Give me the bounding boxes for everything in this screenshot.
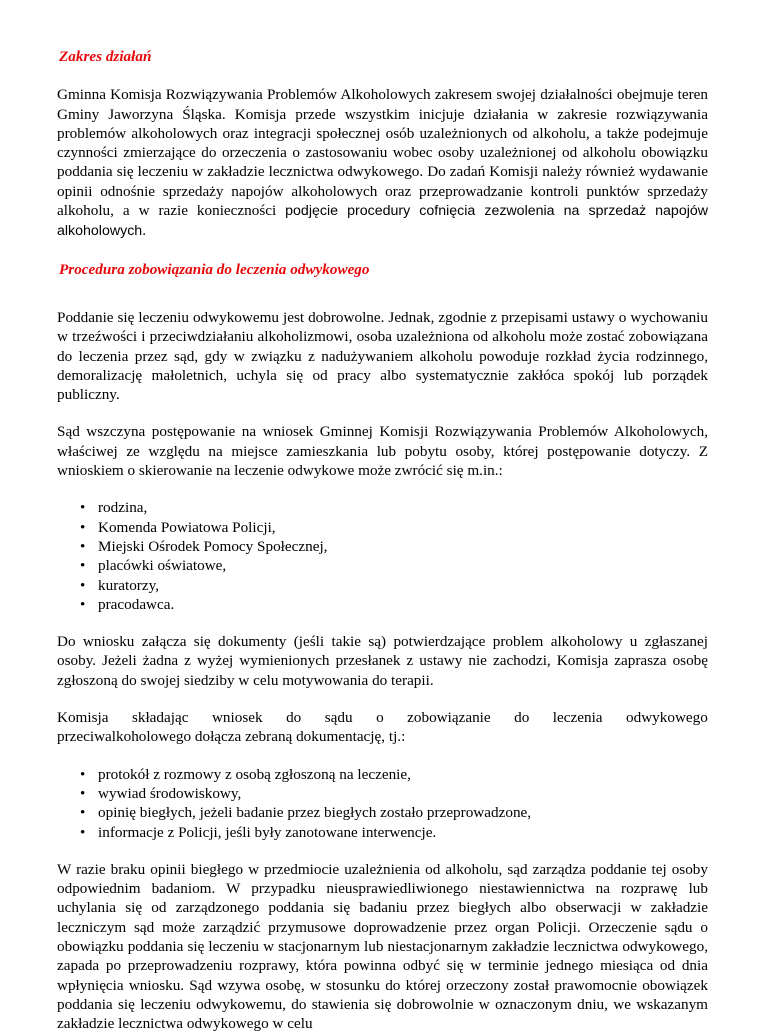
- paragraph-zakres: [57, 85, 708, 241]
- word: leczenia: [552, 709, 603, 727]
- list-item: • Komenda Powiatowa Policji,: [80, 518, 708, 537]
- section-heading-zakres: Zakres działań: [59, 48, 152, 65]
- word: sądu: [324, 709, 353, 727]
- word: zobowiązanie: [407, 709, 491, 727]
- applicants-list: [57, 498, 708, 614]
- paragraph-zakres-end: .: [142, 222, 146, 240]
- paragraph-komisja-line2: przeciwalkoholowego dołącza zebraną dokumentację, tj.:: [57, 728, 406, 746]
- list-item: • placówki oświatowe,: [80, 556, 708, 575]
- list-item: • pracodawca.: [80, 595, 708, 614]
- list-item: • informacje z Policji, jeśli były zanotowane interwencje.: [80, 823, 708, 842]
- list-item: • kuratorzy,: [80, 576, 708, 595]
- word: do: [286, 709, 302, 727]
- word: wniosek: [211, 709, 263, 727]
- paragraph-opinia: W razie braku opinii biegłego w przedmiocie uzależnienia od alkoholu, sąd zarządza poddanie tej osoby odpowiednim badaniom. W przypadku nieusprawiedliwionego niestawiennictwa na rozprawę lub uchylania się od zarządzonego poddania się badaniu przez biegłych albo obserwacji w zakładzie leczniczym sąd może zarządzić przymusowe doprowadzenie przez organ Policji. Orzeczenie sądu o obowiązku poddania się leczeniu w stacjonarnym lub niestacjonarnym zakładzie lecznictwa odwykowego, zapada po przeprowadzeniu rozprawy, która powinna odbyć się w terminie jednego miesiąca od dnia wpłynięcia wniosku. Sąd wzywa osobę, w stosunku do której orzeczony został prawomocnie obowiązek poddania się leczeniu odwykowemu, do stawienia się dobrowolnie w oznaczonym dniu, we wskazanym zakładzie lecznictwa odwykowego w celu: [57, 860, 708, 1033]
- list-item: • rodzina,: [80, 498, 708, 517]
- paragraph-wniosek: Sąd wszczyna postępowanie na wniosek Gminnej Komisji Rozwiązywania Problemów Alkoholowych, właściwej ze względu na miejsce zamieszkania lub pobytu osoby, której postępowanie dotyczy. Z wnioskiem o skierowanie na leczenie odwykowe może zwrócić się m.in.:: [57, 423, 708, 480]
- paragraph-zakres-main: Gminna Komisja Rozwiązywania Problemów Alkoholowych zakresem swojej działalności obejmuje teren Gminy Jaworzyna Śląska. Komisja przede wszystkim inicjuje działania w zakresie rozwiązywania problemów alkoholowych oraz integracji społecznej osób uzależnionych od alkoholu, a także podejmuje czynności zmierzające do orzeczenia o zastosowaniu wobec osoby uzależnionej od alkoholu obowiązku poddania się leczeniu w zakładzie lecznictwa odwykowego. Do zadań Komisji należy również wydawanie opinii odnośnie sprzedaży napojów alkoholowych oraz przeprowadzanie kontroli punktów sprzedaży alkoholu, a w razie konieczności: [57, 86, 708, 220]
- word: do: [514, 709, 530, 727]
- paragraph-dokumenty: Do wniosku załącza się dokumenty (jeśli takie są) potwierdzające problem alkoholowy u zgłaszanej osoby. Jeżeli żadna z wyżej wymienionych przesłanek z ustawy nie zachodzi, Komisja zaprasza osobę zgłoszoną do swojej siedziby w celu motywowania do terapii.: [57, 633, 708, 689]
- word: odwykowego: [626, 709, 708, 727]
- documents-list: [57, 765, 708, 842]
- paragraph-komisja: [57, 708, 708, 747]
- paragraph-dobrowolne: Poddanie się leczeniu odwykowemu jest dobrowolne. Jednak, zgodnie z przepisami ustawy o wychowaniu w trzeźwości i przeciwdziałaniu alkoholizmowi, osoba uzależniona od alkoholu może zostać zobowiązana do leczenia przez sąd, gdy w związku z nadużywaniem alkoholu powoduje rozkład życia rodzinnego, demoralizację małoletnich, uchyla się od pracy albo systematycznie zakłóca spokój lub porządek publiczny.: [57, 308, 708, 404]
- word: Komisja: [57, 709, 109, 727]
- paragraph-komisja-line1: [57, 708, 708, 727]
- list-item: • protokół z rozmowy z osobą zgłoszoną na leczenie,: [80, 765, 708, 784]
- list-item: • wywiad środowiskowy,: [80, 784, 708, 803]
- list-item: • Miejski Ośrodek Pomocy Społecznej,: [80, 537, 708, 556]
- word: składając: [131, 709, 189, 727]
- paragraph-zakres-tail: podjęcie procedury cofnięcia zezwolenia na sprzedaż napojów alkoholowych: [57, 203, 708, 240]
- list-item: • opinię biegłych, jeżeli badanie przez biegłych zostało przeprowadzone,: [80, 803, 708, 822]
- document-page: [57, 38, 708, 1033]
- section-heading-procedura: Procedura zobowiązania do leczenia odwykowego: [59, 260, 370, 278]
- word: o: [376, 709, 384, 727]
